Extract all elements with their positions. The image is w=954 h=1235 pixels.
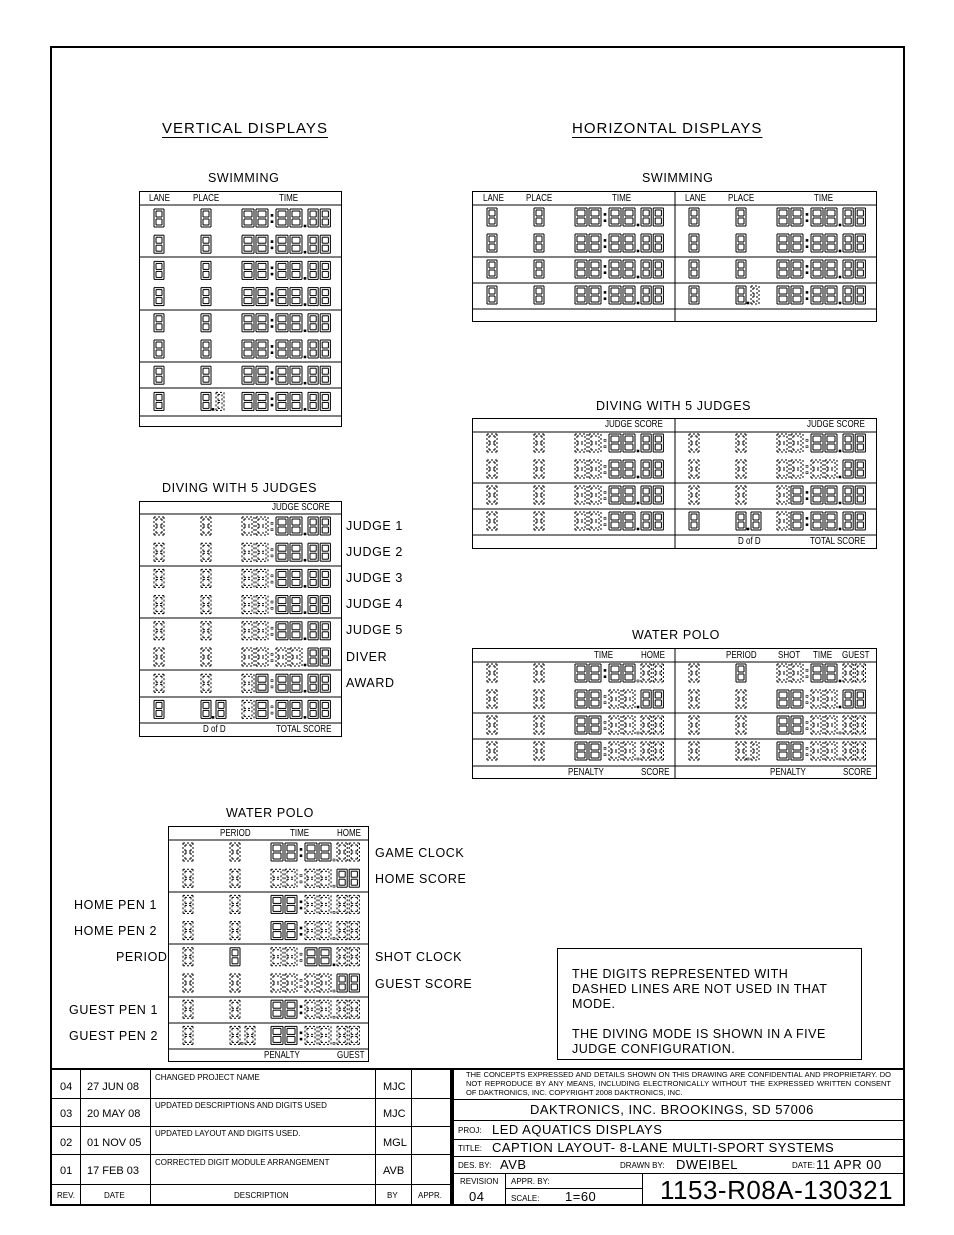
h-swim-place-header-1: PLACE [526,193,553,204]
h-wp-score-2: SCORE [843,767,872,778]
h-dive-title: DIVING WITH 5 JUDGES [596,399,752,413]
rev-4-date: 17 FEB 03 [87,1165,139,1177]
h-wp-score-1: SCORE [641,767,670,778]
h-dive-score-header-2: JUDGE SCORE [807,419,865,430]
h-swim-time-header-1: TIME [612,193,632,204]
v-swim-title: SWIMMING [208,171,280,185]
vertical-displays-title: VERTICAL DISPLAYS [162,120,328,137]
rev-1-date: 27 JUN 08 [87,1081,139,1093]
h-swim-lane-header-1: LANE [483,193,504,204]
rev-4-by: AVB [383,1165,405,1177]
v-wp-right-label-6: GUEST SCORE [375,977,473,991]
scale-value: 1=60 [565,1189,597,1204]
v-dive-score-header: JUDGE SCORE [272,502,330,513]
v-dive-label-1: JUDGE 1 [346,519,403,533]
h-wp-period-header: PERIOD [726,650,757,661]
rev-4-rev: 01 [60,1165,73,1177]
scale-label: SCALE: [511,1194,540,1203]
company-line: DAKTRONICS, INC. BROOKINGS, SD 57006 [530,1102,814,1117]
h-wp-penalty-2: PENALTY [770,767,806,778]
revision-number: 04 [469,1189,485,1204]
v-wp-left-label-5: PERIOD [116,950,168,964]
confidential-notice [466,1070,891,1097]
rev-1-rev: 04 [60,1081,73,1093]
project-name: LED AQUATICS DISPLAYS [492,1122,663,1137]
v-wp-penalty: PENALTY [264,1050,300,1061]
v-swim-lane-header: LANE [149,193,170,204]
v-wp-right-label-5: SHOT CLOCK [375,950,463,964]
rev-2-desc: UPDATED DESCRIPTIONS AND DIGITS USED [155,1101,327,1110]
v-wp-guest: GUEST [337,1050,365,1061]
note-line-2: THE DIVING MODE IS SHOWN IN A FIVE JUDGE CONFIGURATION. [572,1027,826,1056]
rev-4-desc: CORRECTED DIGIT MODULE ARRANGEMENT [155,1158,330,1167]
h-wp-time-header: TIME [594,650,614,661]
appr-label: APPR. BY: [511,1177,550,1186]
h-swim-time-header-2: TIME [814,193,834,204]
rev-1-by: MJC [383,1081,406,1093]
v-dive-label-7: AWARD [346,676,395,690]
rev-1-desc: CHANGED PROJECT NAME [155,1073,260,1082]
rev-3-rev: 02 [60,1137,73,1149]
drawn-by: DWEIBEL [676,1157,739,1172]
rev-2-date: 20 MAY 08 [87,1108,141,1120]
h-wp-time2-header: TIME [813,650,833,661]
v-wp-right-label-2: HOME SCORE [375,872,467,886]
h-wp-title: WATER POLO [632,628,720,642]
v-wp-left-label-4: HOME PEN 2 [74,924,158,938]
v-wp-left-label-7: GUEST PEN 1 [69,1003,159,1017]
rev-header-appr: APPR. [418,1191,443,1200]
v-wp-title: WATER POLO [226,806,314,820]
rev-header-date: DATE [104,1191,125,1200]
rev-3-desc: UPDATED LAYOUT AND DIGITS USED. [155,1129,301,1138]
h-wp-shot-header: SHOT [778,650,801,661]
v-wp-left-label-3: HOME PEN 1 [74,898,158,912]
rev-header-desc: DESCRIPTION [234,1191,289,1200]
rev-header-rev: REV. [57,1191,75,1200]
designed-by: AVB [500,1157,527,1172]
rev-2-by: MJC [383,1108,406,1120]
v-dive-label-4: JUDGE 4 [346,597,403,611]
h-wp-penalty-1: PENALTY [568,767,604,778]
v-dive-label-5: JUDGE 5 [346,623,403,637]
h-wp-guest-header: GUEST [842,650,870,661]
v-dive-title: DIVING WITH 5 JUDGES [162,481,318,495]
drawing-number: 1153-R08A-130321 [660,1175,894,1205]
h-swim-place-header-2: PLACE [728,193,755,204]
revision-label: REVISION [460,1177,499,1186]
h-swim-title: SWIMMING [642,171,714,185]
horizontal-displays-title: HORIZONTAL DISPLAYS [572,120,763,137]
h-dive-score-header-1: JUDGE SCORE [605,419,663,430]
h-dive-dofd: D of D [738,536,761,547]
v-dive-label-3: JUDGE 3 [346,571,403,585]
v-dive-label-6: DIVER [346,650,388,664]
rev-3-date: 01 NOV 05 [87,1137,142,1149]
v-wp-home-header: HOME [337,828,361,839]
rev-3-by: MGL [383,1137,407,1149]
v-dive-dofd: D of D [203,724,226,735]
proj-label: PROJ: [458,1126,482,1135]
drawing-title: CAPTION LAYOUT- 8-LANE MULTI-SPORT SYSTEMS [492,1140,835,1155]
v-wp-left-label-8: GUEST PEN 2 [69,1029,159,1043]
drawn-label: DRAWN BY: [620,1161,665,1170]
v-wp-time-header: TIME [290,828,310,839]
note-line-1: THE DIGITS REPRESENTED WITH DASHED LINES ARE NOT USED IN THAT MODE. [572,967,828,1011]
v-swim-time-header: TIME [279,193,299,204]
rev-2-rev: 03 [60,1108,73,1120]
v-dive-total: TOTAL SCORE [276,724,332,735]
h-wp-home-header: HOME [641,650,665,661]
v-dive-label-2: JUDGE 2 [346,545,403,559]
h-swim-lane-header-2: LANE [685,193,706,204]
title-label: TITLE: [458,1144,483,1153]
v-wp-period-header: PERIOD [220,828,251,839]
confidential-text: THE CONCEPTS EXPRESSED AND DETAILS SHOWN ON THIS DRAWING ARE CONFIDENTIAL AND PROPRIETARY. DO NOT REPRODUCE BY ANY MEANS, INCLUDING ELECTRONICALLY WITHOUT THE EXPRESSED WRITTEN CONSENT OF DAKTRONICS, INC. [466,1070,891,1097]
h-dive-total: TOTAL SCORE [810,536,866,547]
v-wp-right-label-1: GAME CLOCK [375,846,465,860]
rev-header-by: BY [387,1191,398,1200]
drawing-date: 11 APR 00 [816,1157,882,1172]
v-swim-place-header: PLACE [193,193,220,204]
copyright-text: COPYRIGHT 2008 DAKTRONICS, INC. [548,1088,683,1097]
des-label: DES. BY: [458,1161,492,1170]
date-label: DATE: [792,1161,815,1170]
